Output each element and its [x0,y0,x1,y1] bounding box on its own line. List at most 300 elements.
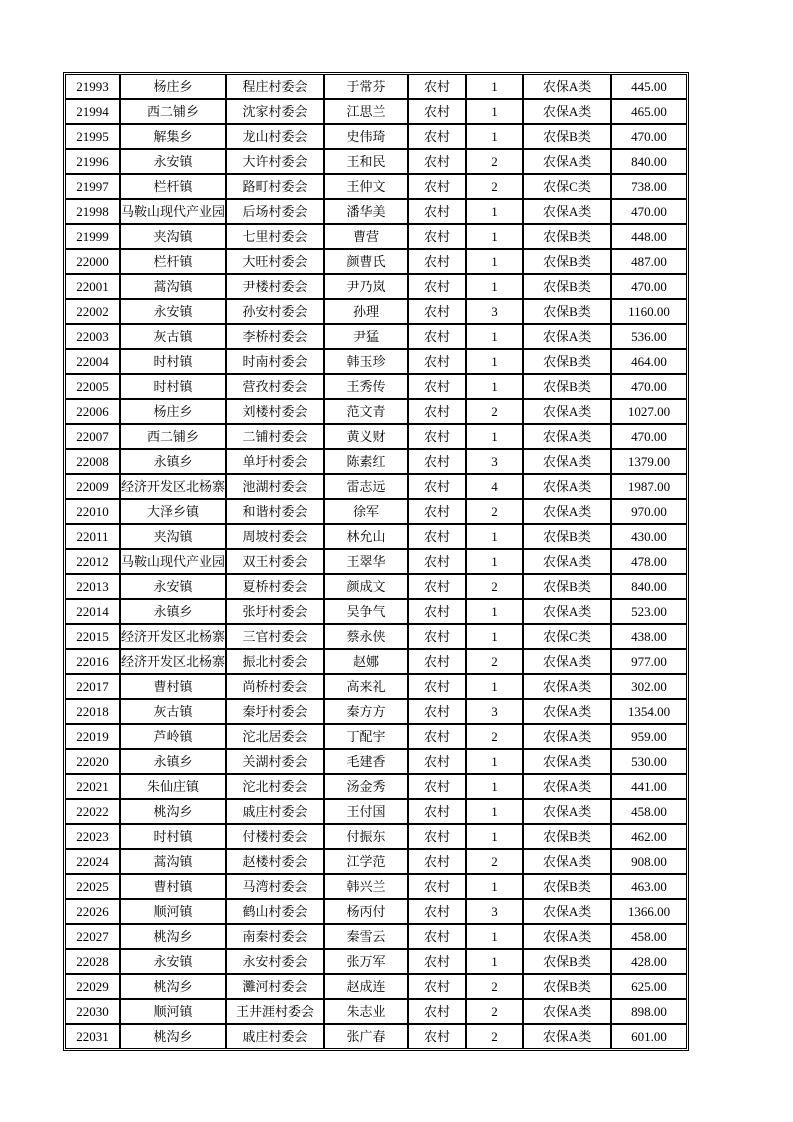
person-name-cell: 秦方方 [324,699,408,724]
person-count-cell: 2 [466,574,523,599]
township-cell: 芦岭镇 [120,724,226,749]
residence-type-cell: 农村 [408,224,466,249]
table-row [65,499,687,524]
record-id-cell: 22005 [65,374,120,399]
record-id-cell: 22000 [65,249,120,274]
table-row [65,724,687,749]
table-body [65,74,687,1049]
village-committee-cell: 路町村委会 [226,174,324,199]
insurance-category-cell: 农保B类 [523,574,611,599]
amount-cell: 470.00 [611,199,687,224]
insurance-category-cell: 农保A类 [523,324,611,349]
table-row [65,874,687,899]
amount-cell: 1354.00 [611,699,687,724]
table-row [65,599,687,624]
township-cell: 西二铺乡 [120,424,226,449]
record-id-cell: 22007 [65,424,120,449]
person-name-cell: 张万军 [324,949,408,974]
person-count-cell: 2 [466,149,523,174]
person-count-cell: 1 [466,824,523,849]
amount-cell: 464.00 [611,349,687,374]
township-cell: 灰古镇 [120,324,226,349]
person-count-cell: 1 [466,924,523,949]
residence-type-cell: 农村 [408,449,466,474]
insurance-category-cell: 农保A类 [523,649,611,674]
insurance-category-cell: 农保A类 [523,74,611,99]
person-count-cell: 1 [466,199,523,224]
person-count-cell: 1 [466,674,523,699]
township-cell: 曹村镇 [120,874,226,899]
township-cell: 桃沟乡 [120,1024,226,1049]
township-cell: 大泽乡镇 [120,499,226,524]
village-committee-cell: 尹楼村委会 [226,274,324,299]
amount-cell: 458.00 [611,799,687,824]
table-row [65,524,687,549]
insurance-category-cell: 农保A类 [523,149,611,174]
village-committee-cell: 振北村委会 [226,649,324,674]
record-id-cell: 22003 [65,324,120,349]
township-cell: 桃沟乡 [120,799,226,824]
person-count-cell: 3 [466,699,523,724]
person-count-cell: 1 [466,949,523,974]
insurance-category-cell: 农保A类 [523,99,611,124]
person-name-cell: 尹猛 [324,324,408,349]
person-count-cell: 1 [466,799,523,824]
residence-type-cell: 农村 [408,774,466,799]
person-count-cell: 2 [466,174,523,199]
person-name-cell: 范文青 [324,399,408,424]
amount-cell: 441.00 [611,774,687,799]
record-id-cell: 22015 [65,624,120,649]
table-row [65,699,687,724]
amount-cell: 1987.00 [611,474,687,499]
township-cell: 栏杆镇 [120,174,226,199]
township-cell: 蒿沟镇 [120,274,226,299]
person-count-cell: 3 [466,299,523,324]
township-cell: 曹村镇 [120,674,226,699]
person-count-cell: 1 [466,749,523,774]
amount-cell: 977.00 [611,649,687,674]
amount-cell: 470.00 [611,424,687,449]
table-row [65,199,687,224]
record-id-cell: 22022 [65,799,120,824]
township-cell: 时村镇 [120,374,226,399]
person-name-cell: 王付国 [324,799,408,824]
person-count-cell: 1 [466,74,523,99]
amount-cell: 428.00 [611,949,687,974]
table-row [65,74,687,99]
insurance-category-cell: 农保A类 [523,549,611,574]
person-count-cell: 1 [466,774,523,799]
village-committee-cell: 后场村委会 [226,199,324,224]
person-name-cell: 徐军 [324,499,408,524]
table-row [65,824,687,849]
table-row [65,799,687,824]
amount-cell: 470.00 [611,274,687,299]
record-id-cell: 22014 [65,599,120,624]
village-committee-cell: 戚庄村委会 [226,799,324,824]
table-row [65,99,687,124]
amount-cell: 898.00 [611,999,687,1024]
village-committee-cell: 时南村委会 [226,349,324,374]
insurance-category-cell: 农保B类 [523,249,611,274]
record-id-cell: 21994 [65,99,120,124]
insurance-category-cell: 农保B类 [523,974,611,999]
amount-cell: 463.00 [611,874,687,899]
person-name-cell: 吴争气 [324,599,408,624]
person-count-cell: 2 [466,399,523,424]
person-name-cell: 汤金秀 [324,774,408,799]
person-count-cell: 1 [466,549,523,574]
amount-cell: 523.00 [611,599,687,624]
amount-cell: 470.00 [611,374,687,399]
amount-cell: 530.00 [611,749,687,774]
village-committee-cell: 张圩村委会 [226,599,324,624]
insurance-category-cell: 农保A类 [523,449,611,474]
residence-type-cell: 农村 [408,924,466,949]
person-name-cell: 朱志业 [324,999,408,1024]
residence-type-cell: 农村 [408,474,466,499]
record-id-cell: 22029 [65,974,120,999]
amount-cell: 430.00 [611,524,687,549]
village-committee-cell: 沱北居委会 [226,724,324,749]
village-committee-cell: 刘楼村委会 [226,399,324,424]
insurance-category-cell: 农保A类 [523,849,611,874]
residence-type-cell: 农村 [408,249,466,274]
insurance-category-cell: 农保A类 [523,799,611,824]
person-count-cell: 1 [466,274,523,299]
table-row [65,374,687,399]
person-count-cell: 1 [466,324,523,349]
table-row [65,899,687,924]
residence-type-cell: 农村 [408,424,466,449]
village-committee-cell: 赵楼村委会 [226,849,324,874]
person-count-cell: 1 [466,424,523,449]
residence-type-cell: 农村 [408,649,466,674]
person-name-cell: 张广春 [324,1024,408,1049]
person-name-cell: 于常芬 [324,74,408,99]
person-count-cell: 2 [466,1024,523,1049]
amount-cell: 601.00 [611,1024,687,1049]
residence-type-cell: 农村 [408,524,466,549]
amount-cell: 458.00 [611,924,687,949]
township-cell: 杨庄乡 [120,74,226,99]
amount-cell: 959.00 [611,724,687,749]
person-count-cell: 1 [466,99,523,124]
residence-type-cell: 农村 [408,699,466,724]
person-name-cell: 潘华美 [324,199,408,224]
residence-type-cell: 农村 [408,724,466,749]
residence-type-cell: 农村 [408,1024,466,1049]
residence-type-cell: 农村 [408,849,466,874]
amount-cell: 487.00 [611,249,687,274]
person-name-cell: 林允山 [324,524,408,549]
record-id-cell: 22027 [65,924,120,949]
village-committee-cell: 灘河村委会 [226,974,324,999]
amount-cell: 478.00 [611,549,687,574]
record-id-cell: 22017 [65,674,120,699]
person-name-cell: 江学范 [324,849,408,874]
table-row [65,624,687,649]
table-row [65,274,687,299]
record-id-cell: 22006 [65,399,120,424]
record-id-cell: 22028 [65,949,120,974]
village-committee-cell: 双王村委会 [226,549,324,574]
insurance-record-table [63,72,689,1051]
person-name-cell: 王翠华 [324,549,408,574]
township-cell: 顺河镇 [120,999,226,1024]
amount-cell: 738.00 [611,174,687,199]
record-id-cell: 21993 [65,74,120,99]
village-committee-cell: 营孜村委会 [226,374,324,399]
record-id-cell: 22004 [65,349,120,374]
village-committee-cell: 南秦村委会 [226,924,324,949]
amount-cell: 908.00 [611,849,687,874]
residence-type-cell: 农村 [408,799,466,824]
record-id-cell: 22018 [65,699,120,724]
table-row [65,974,687,999]
township-cell: 经济开发区北杨寨 [120,474,226,499]
insurance-category-cell: 农保C类 [523,174,611,199]
amount-cell: 470.00 [611,124,687,149]
township-cell: 时村镇 [120,349,226,374]
township-cell: 永安镇 [120,949,226,974]
table-row [65,574,687,599]
person-name-cell: 江思兰 [324,99,408,124]
record-id-cell: 22010 [65,499,120,524]
insurance-category-cell: 农保C类 [523,624,611,649]
amount-cell: 1160.00 [611,299,687,324]
township-cell: 永安镇 [120,574,226,599]
person-name-cell: 杨丙付 [324,899,408,924]
village-committee-cell: 七里村委会 [226,224,324,249]
person-count-cell: 3 [466,449,523,474]
village-committee-cell: 孙安村委会 [226,299,324,324]
amount-cell: 1027.00 [611,399,687,424]
amount-cell: 1379.00 [611,449,687,474]
township-cell: 永安镇 [120,299,226,324]
insurance-category-cell: 农保A类 [523,199,611,224]
person-name-cell: 赵娜 [324,649,408,674]
insurance-category-cell: 农保B类 [523,124,611,149]
township-cell: 永镇乡 [120,599,226,624]
record-id-cell: 22016 [65,649,120,674]
person-count-cell: 1 [466,599,523,624]
village-committee-cell: 大旺村委会 [226,249,324,274]
record-id-cell: 22021 [65,774,120,799]
person-count-cell: 1 [466,224,523,249]
record-id-cell: 22031 [65,1024,120,1049]
person-count-cell: 1 [466,374,523,399]
residence-type-cell: 农村 [408,274,466,299]
person-name-cell: 王秀传 [324,374,408,399]
table-row [65,924,687,949]
residence-type-cell: 农村 [408,674,466,699]
table-row [65,249,687,274]
record-id-cell: 22019 [65,724,120,749]
insurance-category-cell: 农保A类 [523,924,611,949]
residence-type-cell: 农村 [408,499,466,524]
township-cell: 永安镇 [120,149,226,174]
person-name-cell: 陈素红 [324,449,408,474]
village-committee-cell: 关湖村委会 [226,749,324,774]
township-cell: 经济开发区北杨寨 [120,624,226,649]
insurance-category-cell: 农保B类 [523,874,611,899]
residence-type-cell: 农村 [408,899,466,924]
record-id-cell: 22011 [65,524,120,549]
person-count-cell: 2 [466,724,523,749]
residence-type-cell: 农村 [408,324,466,349]
township-cell: 蒿沟镇 [120,849,226,874]
village-committee-cell: 池湖村委会 [226,474,324,499]
village-committee-cell: 夏桥村委会 [226,574,324,599]
village-committee-cell: 大许村委会 [226,149,324,174]
person-name-cell: 黄义财 [324,424,408,449]
person-name-cell: 尹乃岚 [324,274,408,299]
table-row [65,849,687,874]
record-id-cell: 22009 [65,474,120,499]
person-name-cell: 秦雪云 [324,924,408,949]
insurance-category-cell: 农保A类 [523,1024,611,1049]
residence-type-cell: 农村 [408,599,466,624]
township-cell: 桃沟乡 [120,974,226,999]
residence-type-cell: 农村 [408,374,466,399]
person-name-cell: 颜曹氏 [324,249,408,274]
amount-cell: 462.00 [611,824,687,849]
person-count-cell: 4 [466,474,523,499]
residence-type-cell: 农村 [408,399,466,424]
record-id-cell: 21995 [65,124,120,149]
insurance-category-cell: 农保A类 [523,674,611,699]
insurance-category-cell: 农保B类 [523,949,611,974]
township-cell: 西二铺乡 [120,99,226,124]
person-name-cell: 王和民 [324,149,408,174]
village-committee-cell: 王井涯村委会 [226,999,324,1024]
insurance-category-cell: 农保A类 [523,774,611,799]
table-row [65,149,687,174]
township-cell: 栏杆镇 [120,249,226,274]
table-row [65,999,687,1024]
village-committee-cell: 龙山村委会 [226,124,324,149]
person-count-cell: 3 [466,899,523,924]
village-committee-cell: 秦圩村委会 [226,699,324,724]
record-id-cell: 22024 [65,849,120,874]
table-row [65,949,687,974]
township-cell: 夹沟镇 [120,524,226,549]
amount-cell: 302.00 [611,674,687,699]
record-id-cell: 22030 [65,999,120,1024]
residence-type-cell: 农村 [408,149,466,174]
township-cell: 永镇乡 [120,749,226,774]
amount-cell: 840.00 [611,149,687,174]
table-row [65,174,687,199]
insurance-category-cell: 农保A类 [523,749,611,774]
person-count-cell: 1 [466,524,523,549]
person-name-cell: 付振东 [324,824,408,849]
township-cell: 经济开发区北杨寨 [120,649,226,674]
person-name-cell: 韩兴兰 [324,874,408,899]
village-committee-cell: 戚庄村委会 [226,1024,324,1049]
person-name-cell: 蔡永侠 [324,624,408,649]
residence-type-cell: 农村 [408,299,466,324]
residence-type-cell: 农村 [408,574,466,599]
township-cell: 解集乡 [120,124,226,149]
township-cell: 桃沟乡 [120,924,226,949]
table-row [65,674,687,699]
township-cell: 永镇乡 [120,449,226,474]
record-id-cell: 21998 [65,199,120,224]
person-name-cell: 毛建香 [324,749,408,774]
residence-type-cell: 农村 [408,999,466,1024]
record-id-cell: 22020 [65,749,120,774]
insurance-category-cell: 农保A类 [523,999,611,1024]
township-cell: 马鞍山现代产业园 [120,199,226,224]
person-name-cell: 赵成连 [324,974,408,999]
insurance-category-cell: 农保B类 [523,374,611,399]
village-committee-cell: 李桥村委会 [226,324,324,349]
insurance-category-cell: 农保A类 [523,724,611,749]
person-count-cell: 1 [466,249,523,274]
township-cell: 朱仙庄镇 [120,774,226,799]
residence-type-cell: 农村 [408,974,466,999]
record-id-cell: 22002 [65,299,120,324]
residence-type-cell: 农村 [408,349,466,374]
table-row [65,299,687,324]
person-count-cell: 1 [466,624,523,649]
residence-type-cell: 农村 [408,749,466,774]
township-cell: 夹沟镇 [120,224,226,249]
record-id-cell: 22008 [65,449,120,474]
record-id-cell: 21997 [65,174,120,199]
person-count-cell: 1 [466,349,523,374]
residence-type-cell: 农村 [408,174,466,199]
village-committee-cell: 尚桥村委会 [226,674,324,699]
village-committee-cell: 二铺村委会 [226,424,324,449]
village-committee-cell: 周坡村委会 [226,524,324,549]
village-committee-cell: 永安村委会 [226,949,324,974]
amount-cell: 536.00 [611,324,687,349]
person-name-cell: 曹营 [324,224,408,249]
record-id-cell: 22026 [65,899,120,924]
amount-cell: 970.00 [611,499,687,524]
insurance-category-cell: 农保B类 [523,349,611,374]
amount-cell: 438.00 [611,624,687,649]
residence-type-cell: 农村 [408,199,466,224]
insurance-category-cell: 农保B类 [523,524,611,549]
village-committee-cell: 鹤山村委会 [226,899,324,924]
village-committee-cell: 三官村委会 [226,624,324,649]
person-name-cell: 王仲文 [324,174,408,199]
person-name-cell: 孙理 [324,299,408,324]
person-name-cell: 高来礼 [324,674,408,699]
residence-type-cell: 农村 [408,624,466,649]
record-id-cell: 22025 [65,874,120,899]
township-cell: 顺河镇 [120,899,226,924]
amount-cell: 625.00 [611,974,687,999]
amount-cell: 465.00 [611,99,687,124]
person-count-cell: 2 [466,649,523,674]
record-id-cell: 22012 [65,549,120,574]
insurance-category-cell: 农保A类 [523,699,611,724]
table-row [65,124,687,149]
table-row [65,1024,687,1049]
insurance-category-cell: 农保A类 [523,424,611,449]
residence-type-cell: 农村 [408,949,466,974]
table-row [65,399,687,424]
residence-type-cell: 农村 [408,824,466,849]
insurance-category-cell: 农保B类 [523,274,611,299]
village-committee-cell: 沈家村委会 [226,99,324,124]
